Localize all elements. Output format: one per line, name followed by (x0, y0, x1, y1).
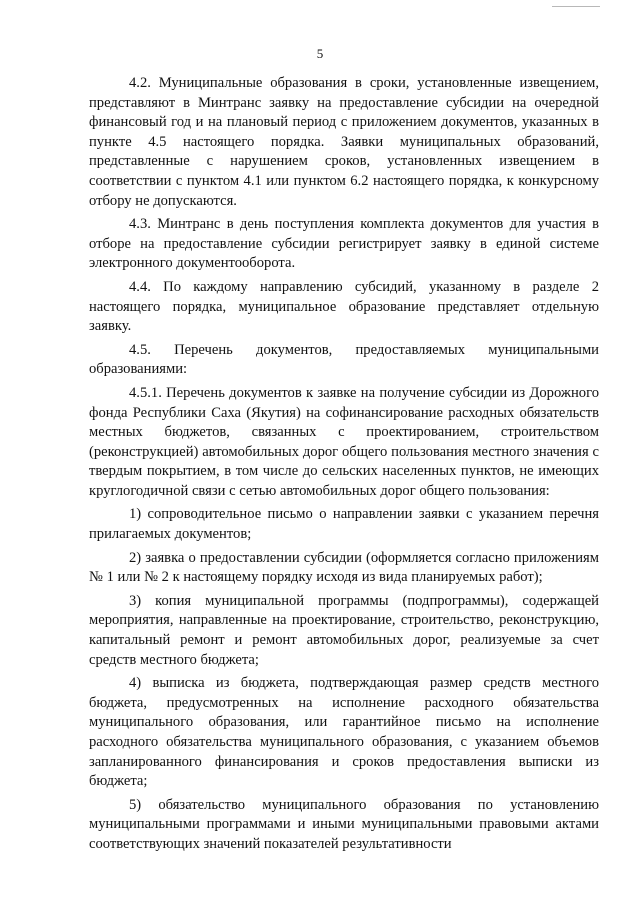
paragraph-4-2: 4.2. Муниципальные образования в сроки, установленные извещением, представляют в Минтранс заявку на предоставление субсидии на очередной финансовый год и на плановый период с приложением документов, указанных в пункте 4.5 настоящего порядка. Заявки муниципальных образований, представленные с нарушением сроков, установленных извещением в соответствии с пунктом 4.1 или пунктом 6.2 настоящего порядка, к конкурсному отбору не допускаются. (89, 75, 599, 209)
list-item-2: 2) заявка о предоставлении субсидии (оформляется согласно приложениям № 1 или № 2 к настоящему порядку исходя из вида планируемых работ); (89, 549, 599, 586)
paragraph-4-4: 4.4. По каждому направлению субсидий, указанному в разделе 2 настоящего порядка, муниципальное образование представляет отдельную заявку. (89, 278, 599, 335)
list-item-4: 4) выписка из бюджета, подтверждающая размер средств местного бюджета, предусмотренных на исполнение расходного обязательства муниципального образования, или гарантийное письмо на исполнение расходного обязательства муниципального образования, с указанием объемов запланированного финансирования и сроков предоставления выписки из бюджета; (89, 675, 599, 790)
page-number: 5 (316, 46, 324, 61)
paragraph-4-5-1: 4.5.1. Перечень документов к заявке на получение субсидии из Дорожного фонда Республики Саха (Якутия) на софинансирование расходных обязательств местных бюджетов, связанных с проектированием, строительством (реконструкцией) автомобильных дорог общего пользования местного значения с твердым покрытием, в том числе до сельских населенных пунктов, не имеющих круглогодичной связи с сетью автомобильных дорог общего пользования: (89, 384, 599, 499)
corner-mark (552, 6, 600, 8)
list-item-1: 1) сопроводительное письмо о направлении заявки с указанием перечня прилагаемых документов; (89, 506, 599, 543)
list-item-5: 5) обязательство муниципального образования по установлению муниципальными программами и иными муниципальными правовыми актами соответствующих значений показателей результативности (89, 796, 599, 852)
paragraph-4-5: 4.5. Перечень документов, предоставляемых муниципальными образованиями: (89, 341, 599, 378)
paragraph-4-3: 4.3. Минтранс в день поступления комплекта документов для участия в отборе на предоставление субсидии регистрирует заявку в единой системе электронного документооборота. (89, 216, 599, 272)
list-item-3: 3) копия муниципальной программы (подпрограммы), содержащей мероприятия, направленные на проектирование, строительство, реконструкцию, капитальный ремонт и ремонт автомобильных дорог, реализуемые за счет средств местного бюджета; (89, 592, 599, 668)
document-body (89, 74, 599, 859)
